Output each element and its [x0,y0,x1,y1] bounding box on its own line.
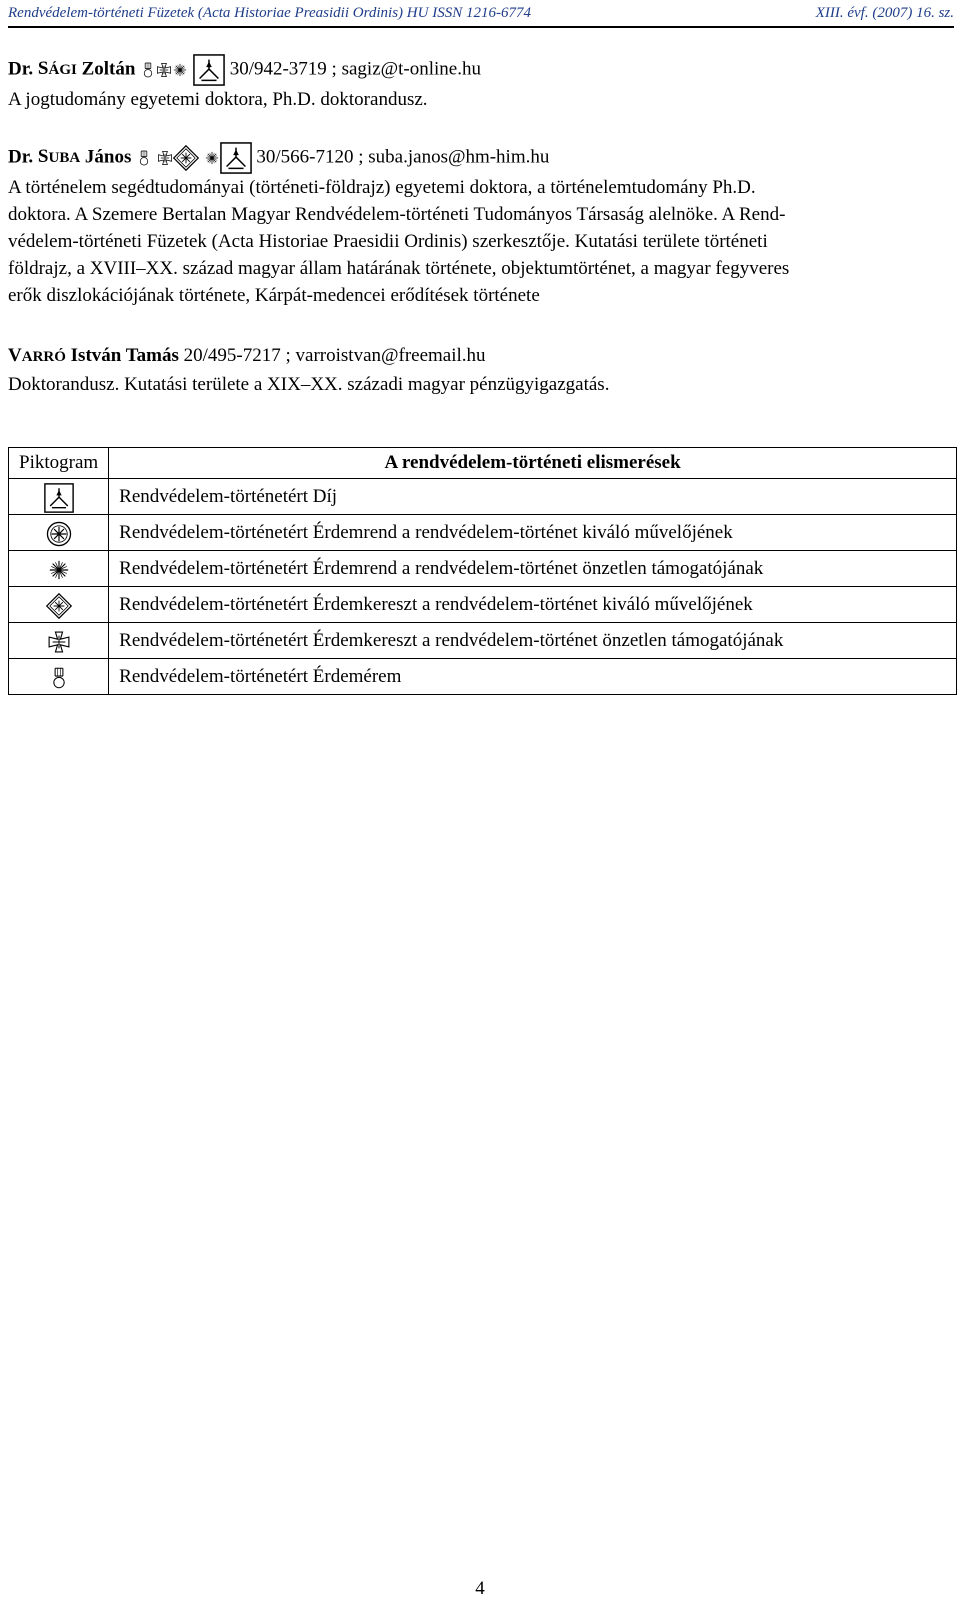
person-entry [8,342,956,398]
person-surname: SÁGI [37,58,77,80]
person-contact: 30/942-3719 ; sagiz@t-online.hu [229,58,481,80]
medal-icon [136,149,152,167]
person-entry [8,142,956,309]
award-icon [193,54,225,86]
star-icon [47,558,71,582]
diamond-cross-icon [173,143,199,173]
award-label: Rendvédelem-történetért Érdemérem [109,659,957,695]
person-heading [8,142,956,174]
person-title: Dr. [8,58,34,80]
page-header [8,0,954,28]
person-surname: SUBA [37,146,81,168]
person-description-line: földrajz, a XVIII–XX. század magyar állam határának története, objektumtörténet, a magyar fegyveres [8,258,790,279]
table-row [9,587,957,623]
person-given-name: István Tamás [70,345,179,366]
table-row [9,659,957,695]
award-label: Rendvédelem-történetért Díj [109,479,957,515]
person-contact: 20/495-7217 ; varroistvan@freemail.hu [183,345,486,366]
awards-table [8,447,957,695]
table-row [9,515,957,551]
table-row [9,551,957,587]
award-label: Rendvédelem-történetért Érdemkereszt a rendvédelem-történet kiváló művelőjének [109,587,957,623]
person-surname: VARRÓ [8,345,66,366]
cross-icon [157,150,173,166]
person-title: Dr. [8,146,34,168]
issue-info: XIII. évf. (2007) 16. sz. [815,4,954,21]
award-label: Rendvédelem-történetért Érdemkereszt a rendvédelem-történet önzetlen támogatójának [109,623,957,659]
person-entry [8,54,956,113]
medal-icon [140,61,156,79]
medal-icon [48,664,70,692]
person-heading [8,342,956,371]
award-icon [44,483,74,513]
person-description-line: A történelem segédtudományai (történeti-földrajz) egyetemi doktora, a történelemtudomány Ph.D. [8,177,756,198]
person-description-line: erők diszlokációjának története, Kárpát-medencei erődítések története [8,285,540,306]
award-label: Rendvédelem-történetért Érdemrend a rendvédelem-történet kiváló művelőjének [109,515,957,551]
person-description-line: doktora. A Szemere Bertalan Magyar Rendvédelem-történeti Tudományos Társaság alelnöke. A Rend- [8,204,786,225]
page-number: 4 [475,1578,485,1599]
star-icon [204,150,220,166]
table-row [9,623,957,659]
award-label: Rendvédelem-történetért Érdemrend a rendvédelem-történet önzetlen támogatójának [109,551,957,587]
table-header-row [9,448,957,479]
person-contact: 30/566-7120 ; suba.janos@hm-him.hu [256,146,550,168]
round-star-icon [45,520,73,548]
diamond-cross-icon [46,591,72,621]
person-given-name: Zoltán [81,58,136,80]
person-description: Doktorandusz. Kutatási területe a XIX–XX. századi magyar pénzügyigazgatás. [8,374,610,395]
person-heading [8,54,956,86]
journal-title: Rendvédelem-történeti Füzetek (Acta Historiae Preasidii Ordinis) HU ISSN 1216-6774 [8,4,531,21]
table-row [9,479,957,515]
person-description-line: védelem-történeti Füzetek (Acta Historiae Praesidii Ordinis) szerkesztője. Kutatási területe történeti [8,231,768,252]
award-icon [220,142,252,174]
column-header-pictogram: Piktogram [9,448,109,479]
person-description: A jogtudomány egyetemi doktora, Ph.D. doktorandusz. [8,89,428,110]
cross-icon [156,62,172,78]
person-given-name: János [84,146,132,168]
column-header-awards: A rendvédelem-történeti elismerések [109,448,957,479]
cross-icon [47,630,71,654]
star-icon [172,62,188,78]
